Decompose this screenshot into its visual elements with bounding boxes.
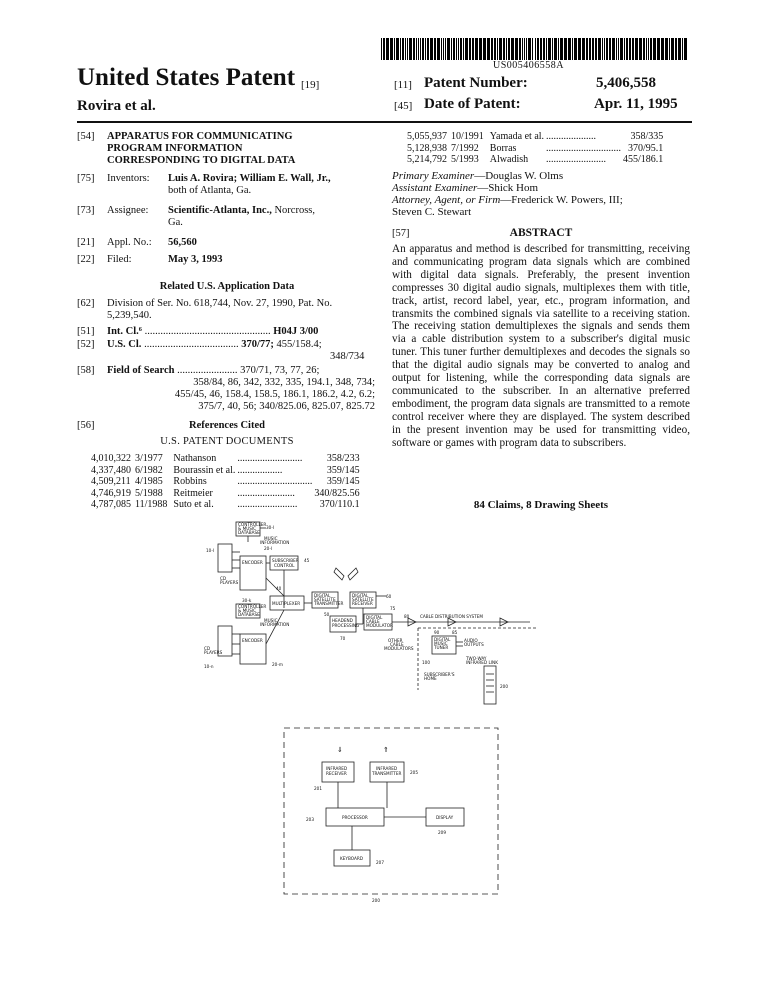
- multiplexer: MULTIPLEXER: [272, 601, 301, 606]
- barcode-bar: [441, 38, 442, 60]
- barcode-bar: [494, 38, 496, 60]
- barcode-bar: [475, 38, 478, 60]
- field-code-73: [73]: [77, 205, 95, 216]
- ir-receiver-1: INFRARED: [326, 766, 348, 771]
- barcode-bar: [447, 38, 450, 60]
- field-code-22: [22]: [77, 254, 95, 265]
- label-20-1: 20-I: [264, 546, 273, 551]
- barcode-bar: [506, 38, 507, 60]
- label-201: 201: [314, 786, 322, 791]
- barcode-bar: [589, 38, 591, 60]
- home-2: HOME: [424, 676, 437, 681]
- label-209: 209: [438, 830, 446, 835]
- claims-count: 84 Claims, 8 Drawing Sheets: [473, 499, 609, 511]
- barcode-bar: [524, 38, 525, 60]
- ref-class: 359/145: [326, 464, 360, 476]
- barcode-bar: [548, 38, 551, 60]
- barcode-bar: [684, 38, 687, 60]
- date-code: [45]: [394, 100, 413, 112]
- assistant-examiner: Assistant Examiner—Shick Hom: [392, 182, 539, 194]
- patent-date: Apr. 11, 1995: [594, 96, 678, 112]
- field-code-57: [57]: [392, 228, 410, 239]
- dish-icon-left: [334, 568, 344, 580]
- barcode-bar: [543, 38, 545, 60]
- barcode-bar: [609, 38, 611, 60]
- music-tuner-1: DIGITAL: [434, 637, 451, 642]
- ref-dots: ..............................: [546, 142, 622, 154]
- patent-number-label: Patent Number:: [424, 75, 528, 91]
- barcode-bar: [626, 38, 628, 60]
- ref-class: 359/145: [326, 476, 360, 488]
- barcode-bar: [463, 38, 464, 60]
- search-line2: 358/84, 86, 342, 332, 335, 194.1, 348, 734;: [193, 377, 375, 388]
- reference-row: [91, 499, 360, 511]
- barcode-bar: [535, 38, 536, 60]
- ref-name: Robbins: [173, 476, 207, 488]
- header-rule: [77, 121, 692, 123]
- barcode-bar: [635, 38, 638, 60]
- label-75: 75: [390, 606, 396, 611]
- barcode-bar: [418, 38, 419, 60]
- barcode-bar: [503, 38, 505, 60]
- barcode-bar: [595, 38, 597, 60]
- barcode-bar: [483, 38, 486, 60]
- ref-dots: ..........................: [237, 453, 303, 464]
- us-cl-line2: 348/734: [330, 351, 365, 362]
- ref-number: 4,509,211: [91, 476, 131, 488]
- barcode-bar: [643, 38, 645, 60]
- keyboard: KEYBOARD: [340, 856, 363, 861]
- barcode-bar: [511, 38, 514, 60]
- processor: PROCESSOR: [342, 815, 368, 820]
- patent-number-code: [11]: [394, 79, 412, 91]
- audio-outputs-2: OUTPUTS: [464, 642, 484, 647]
- barcode-bar: [582, 38, 585, 60]
- label-40: 40: [276, 586, 282, 591]
- ref-class: 455/186.1: [623, 154, 664, 166]
- arrow-up-icon: ⇑: [383, 746, 389, 754]
- ref-class: 370/110.1: [319, 499, 360, 511]
- barcode-bar: [602, 38, 603, 60]
- ref-date: 7/1992: [451, 142, 479, 154]
- barcode-bar: [537, 38, 539, 60]
- invention-title: APPARATUS FOR COMMUNICATING PROGRAM INFORMATION CORRESPONDING TO DIGITAL DATA: [107, 131, 296, 167]
- abstract-heading: ABSTRACT: [509, 227, 573, 239]
- patent-number: 5,406,558: [596, 75, 656, 91]
- search-line3: 455/45, 46, 158.4, 158.5, 186.1, 186.2, 4.2, 6.2;: [174, 389, 375, 400]
- barcode-bar: [648, 38, 649, 60]
- cd-players-top-1: CD: [220, 576, 227, 581]
- barcode-bar: [653, 38, 656, 60]
- barcode-bar: [661, 38, 664, 60]
- barcode-bar: [451, 38, 452, 60]
- barcode-bar: [675, 38, 677, 60]
- barcode-bar: [381, 38, 382, 60]
- sat-tx-3: TRANSMITTER: [314, 601, 344, 606]
- subscriber-control-1: SUBSCRIBER: [272, 558, 299, 563]
- ref-date: 5/1988: [135, 487, 163, 499]
- barcode-bar: [657, 38, 660, 60]
- assignee-label: Assignee:: [107, 205, 149, 216]
- appl-number: 56,560: [168, 237, 197, 248]
- ref-date: 4/1985: [135, 476, 163, 488]
- barcode-bar: [546, 38, 547, 60]
- barcode-bar: [499, 38, 502, 60]
- barcode-bar: [413, 38, 415, 60]
- references-heading: References Cited: [189, 420, 265, 431]
- cable-mod-2: CABLE: [366, 619, 380, 624]
- barcode-bar: [629, 38, 631, 60]
- barcode-bar: [671, 38, 674, 60]
- barcode-bar: [528, 38, 531, 60]
- barcode-bar: [427, 38, 429, 60]
- cd-players-top-2: PLAYERS: [220, 580, 239, 585]
- ref-name: Reitmeier: [173, 487, 213, 499]
- label-50: 50: [324, 612, 330, 617]
- field-code-21: [21]: [77, 237, 95, 248]
- barcode-bar: [604, 38, 605, 60]
- barcode-bar: [639, 38, 642, 60]
- ref-number: 5,214,792: [407, 154, 447, 166]
- music-info-bottom-1: MUSIC: [264, 618, 278, 623]
- reference-row: [91, 476, 360, 488]
- cd-players-bottom-1: CD: [204, 646, 211, 651]
- barcode-bar: [445, 38, 446, 60]
- references-left: [91, 453, 360, 511]
- barcode-bar: [396, 38, 399, 60]
- barcode-bar: [407, 38, 408, 60]
- barcode-bar: [578, 38, 581, 60]
- barcode-bar: [624, 38, 625, 60]
- us-docs-heading: U.S. PATENT DOCUMENTS: [160, 436, 294, 447]
- label-70: 70: [340, 636, 346, 641]
- ref-name: Borras: [489, 142, 517, 154]
- field-code-56: [56]: [77, 420, 95, 431]
- reference-row: [91, 453, 360, 465]
- barcode-bar: [620, 38, 623, 60]
- ref-name: Suto et al.: [173, 499, 214, 511]
- field-code-75: [75]: [77, 173, 95, 184]
- controller-db-top-1: CONTROLLER: [238, 522, 267, 527]
- label-203: 203: [306, 817, 314, 822]
- ref-dots: .......................: [237, 487, 295, 499]
- label-45: 45: [304, 558, 310, 563]
- inventors-short: Rovira et al.: [77, 98, 156, 114]
- encoder-top: ENCODER: [242, 560, 263, 565]
- reference-row: [407, 143, 663, 155]
- barcode-bar: [665, 38, 668, 60]
- barcode-bar: [420, 38, 421, 60]
- barcode-bar: [669, 38, 670, 60]
- ref-dots: ....................: [546, 131, 597, 142]
- references-right: [407, 131, 663, 166]
- cd-players-bottom-2: PLAYERS: [204, 650, 223, 655]
- music-tuner-3: TUNER: [434, 645, 449, 650]
- other-mod-2: CABLE: [390, 642, 404, 647]
- music-info-bottom-2: INFORMATION: [260, 622, 290, 627]
- reference-row: [407, 131, 663, 143]
- encoder-bottom: ENCODER: [242, 638, 263, 643]
- ir-receiver-2: RECEIVER: [326, 771, 347, 776]
- ref-class: 358/335: [630, 131, 664, 142]
- label-60: 60: [386, 594, 392, 599]
- label-200: 200: [372, 898, 380, 903]
- barcode-bar: [394, 38, 395, 60]
- label-10-1: 10-I: [206, 548, 215, 553]
- barcode-bar: [383, 38, 385, 60]
- barcode-bar: [554, 38, 557, 60]
- barcode-bar: [453, 38, 455, 60]
- controller-db-top-3: DATABASE: [238, 530, 260, 535]
- headend-1: HEADEND: [332, 618, 353, 623]
- barcode-bar: [460, 38, 462, 60]
- barcode-bar: [564, 38, 567, 60]
- barcode-bar: [400, 38, 401, 60]
- division-info: Division of Ser. No. 618,744, Nov. 27, 1990, Pat. No. 5,239,540.: [107, 298, 333, 322]
- label-80: 80: [404, 614, 410, 619]
- barcode-bar: [487, 38, 490, 60]
- ref-date: 5/1993: [451, 154, 479, 166]
- barcode-bar: [465, 38, 468, 60]
- int-cl: Int. Cl.⁶ ................................................ H04J 3/00: [107, 326, 319, 337]
- barcode-bar: [572, 38, 573, 60]
- sat-rx-3: RECEIVER: [352, 601, 373, 606]
- music-info-top-1: MUSIC: [264, 536, 278, 541]
- ref-number: 4,787,085: [91, 499, 131, 511]
- label-90: 90: [434, 630, 440, 635]
- subscriber-control-2: CONTROL: [274, 563, 295, 568]
- barcode-bar: [416, 38, 417, 60]
- ref-name: Nathanson: [173, 453, 217, 464]
- barcode-bar: [425, 38, 426, 60]
- barcode-bar: [558, 38, 559, 60]
- ref-number: 4,337,480: [91, 464, 131, 476]
- sat-rx-2: SATELLITE: [352, 597, 374, 602]
- ref-class: 370/95.1: [628, 142, 664, 154]
- barcode-bar: [456, 38, 457, 60]
- sat-tx-1: DIGITAL: [314, 593, 331, 598]
- us-cl: U.S. Cl. .................................... 370/77; 455/158.4;: [107, 339, 322, 350]
- other-mod-1: OTHER: [388, 638, 403, 643]
- ref-date: 11/1988: [135, 499, 168, 511]
- title-code: [19]: [301, 79, 320, 91]
- filed-date: May 3, 1993: [168, 254, 223, 265]
- reference-row: [91, 465, 360, 477]
- controller-db-top-2: & MUSIC: [238, 526, 257, 531]
- ir-transmitter-2: TRANSMITTER: [372, 771, 402, 776]
- barcode-bar: [491, 38, 493, 60]
- music-tuner-2: MUSIC: [434, 641, 448, 646]
- reference-row: [91, 488, 360, 500]
- sat-tx-2: SATELLITE: [314, 597, 336, 602]
- arrow-down-icon: ⇓: [337, 746, 343, 754]
- barcode-bar: [402, 38, 404, 60]
- barcode-bar: [592, 38, 594, 60]
- barcode-bar: [650, 38, 652, 60]
- barcode-bar: [632, 38, 634, 60]
- barcode-bar: [405, 38, 406, 60]
- barcode-bar: [422, 38, 424, 60]
- label-10n: 10-n: [204, 664, 214, 669]
- label-100: 100: [422, 660, 430, 665]
- barcode-number: US005406558A: [493, 60, 565, 71]
- ref-number: 4,746,919: [91, 487, 131, 499]
- dish-icon-right: [348, 568, 358, 580]
- field-code-62: [62]: [77, 298, 95, 309]
- document-title: United States Patent: [77, 64, 296, 91]
- ref-number: 5,128,938: [407, 142, 447, 154]
- music-info-top-2: INFORMATION: [260, 540, 290, 545]
- cable-mod-3: MODULATOR: [366, 623, 393, 628]
- field-code-52: [52]: [77, 339, 95, 350]
- ref-name: Bourassin et al.: [173, 464, 236, 476]
- controller-db-bottom-1: CONTROLLER: [238, 604, 267, 609]
- label-20m: 20-m: [272, 662, 283, 667]
- display: DISPLAY: [436, 815, 454, 820]
- barcode-bar: [434, 38, 436, 60]
- ref-class: 358/233: [326, 453, 360, 464]
- label-30k: 30-k: [242, 598, 252, 603]
- remote-boundary: [284, 728, 498, 894]
- ref-dots: ........................: [237, 499, 298, 511]
- inventors-label: Inventors:: [107, 173, 150, 184]
- barcode-bar: [526, 38, 527, 60]
- attorney-line2: Steven C. Stewart: [392, 206, 472, 218]
- field-code-58: [58]: [77, 365, 95, 376]
- barcode-bar: [443, 38, 444, 60]
- barcode-bar: [682, 38, 683, 60]
- ref-dots: ..................: [237, 464, 283, 476]
- barcode-bar: [618, 38, 619, 60]
- ref-name: Alwadish: [489, 154, 529, 166]
- reference-row: [407, 154, 663, 166]
- ref-name: Yamada et al.: [489, 131, 545, 142]
- label-30-1: 30-I: [266, 525, 275, 530]
- ref-date: 10/1991: [451, 131, 484, 142]
- controller-db-bottom-3: DATABASE: [238, 612, 260, 617]
- attorney: Attorney, Agent, or Firm—Frederick W. Powers, III;: [392, 194, 623, 206]
- barcode-bar: [437, 38, 440, 60]
- barcode-bar: [472, 38, 474, 60]
- related-heading: Related U.S. Application Data: [159, 281, 295, 292]
- barcode: [381, 38, 689, 60]
- barcode-bar: [515, 38, 518, 60]
- field-code-51: [51]: [77, 326, 95, 337]
- barcode-bar: [540, 38, 542, 60]
- label-207: 207: [376, 860, 384, 865]
- barcode-bar: [568, 38, 571, 60]
- barcode-bar: [560, 38, 563, 60]
- inventors: Luis A. Rovira; William E. Wall, Jr., both of Atlanta, Ga.: [168, 173, 331, 197]
- barcode-bar: [612, 38, 615, 60]
- barcode-bar: [390, 38, 393, 60]
- barcode-bar: [508, 38, 510, 60]
- barcode-bar: [479, 38, 482, 60]
- ref-date: 6/1982: [135, 464, 163, 476]
- assignee: Scientific-Atlanta, Inc., Norcross, Ga.: [168, 205, 315, 229]
- barcode-bar: [469, 38, 471, 60]
- ref-number: 5,055,937: [407, 131, 447, 142]
- label-85: 85: [452, 630, 458, 635]
- ref-date: 3/1977: [135, 453, 163, 464]
- label-205: 205: [410, 770, 418, 775]
- barcode-bar: [519, 38, 521, 60]
- other-mod-3: MODULATORS: [384, 646, 414, 651]
- barcode-bar: [574, 38, 577, 60]
- barcode-bar: [606, 38, 608, 60]
- barcode-bar: [586, 38, 588, 60]
- filed-label: Filed:: [107, 254, 132, 265]
- ref-dots: ........................: [546, 154, 607, 166]
- barcode-bar: [646, 38, 647, 60]
- barcode-bar: [598, 38, 601, 60]
- audio-outputs-1: AUDIO: [464, 638, 478, 643]
- primary-examiner: Primary Examiner—Douglas W. Olms: [392, 170, 564, 182]
- barcode-bar: [430, 38, 433, 60]
- two-way-2: INFRARED LINK: [466, 660, 498, 665]
- appl-label: Appl. No.:: [107, 237, 152, 248]
- barcode-bar: [458, 38, 459, 60]
- barcode-bar: [497, 38, 498, 60]
- sat-rx-1: DIGITAL: [352, 593, 369, 598]
- ref-dots: ..............................: [237, 476, 313, 488]
- remote-control-icon: [484, 666, 496, 704]
- search-line4: 375/7, 40, 56; 340/825.06, 825.07, 825.72: [198, 401, 375, 412]
- label-200-remote: 200: [500, 684, 508, 689]
- controller-db-bottom-2: & MUSIC: [238, 608, 257, 613]
- barcode-bar: [552, 38, 553, 60]
- barcode-bar: [616, 38, 617, 60]
- barcode-bar: [532, 38, 533, 60]
- barcode-bar: [522, 38, 523, 60]
- headend-2: PROCESSING: [332, 623, 360, 628]
- ref-number: 4,010,322: [91, 453, 131, 464]
- barcode-bar: [678, 38, 681, 60]
- ref-class: 340/825.56: [314, 487, 360, 499]
- two-way-1: TWO-WAY: [466, 656, 487, 661]
- barcode-bar: [386, 38, 389, 60]
- cable-system: CABLE DISTRIBUTION SYSTEM: [420, 614, 483, 619]
- home-1: SUBSCRIBER'S: [424, 672, 455, 677]
- cd-stack-top: [218, 544, 232, 572]
- field-code-54: [54]: [77, 131, 95, 142]
- representative-figure: [200, 518, 560, 938]
- field-of-search: Field of Search ....................... 370/71, 73, 77, 26;: [107, 365, 320, 376]
- cable-mod-1: DIGITAL: [366, 615, 383, 620]
- barcode-bar: [409, 38, 412, 60]
- date-label: Date of Patent:: [424, 96, 521, 112]
- abstract-text: An apparatus and method is described for transmitting, receiving and communicating program data signals which are combined with digital data signals. Preferably, the present invention compresses 30 digital audio signals, multiplexes them with title, track, artist, record label, year, etc., program information, and transmits the combined signals via satellite to a receiving station. The receiving station demultiplexes the signals and sends them via a cable distribution system to a subscriber's digital music tuner. This tuner further demultiplexes and decodes the signals so that the digital audio signals may be converted to analog and output for listening, while the corresponding data signals are communicated to the subscriber. In an alternative preferred embodiment, the program data signals are transmitted to a remote control receiver where they are displayed. The system described in the present invention may be used for transmitting video, software or games with program data to subscribers.: [392, 243, 690, 449]
- ir-transmitter-1: INFRARED: [376, 766, 398, 771]
